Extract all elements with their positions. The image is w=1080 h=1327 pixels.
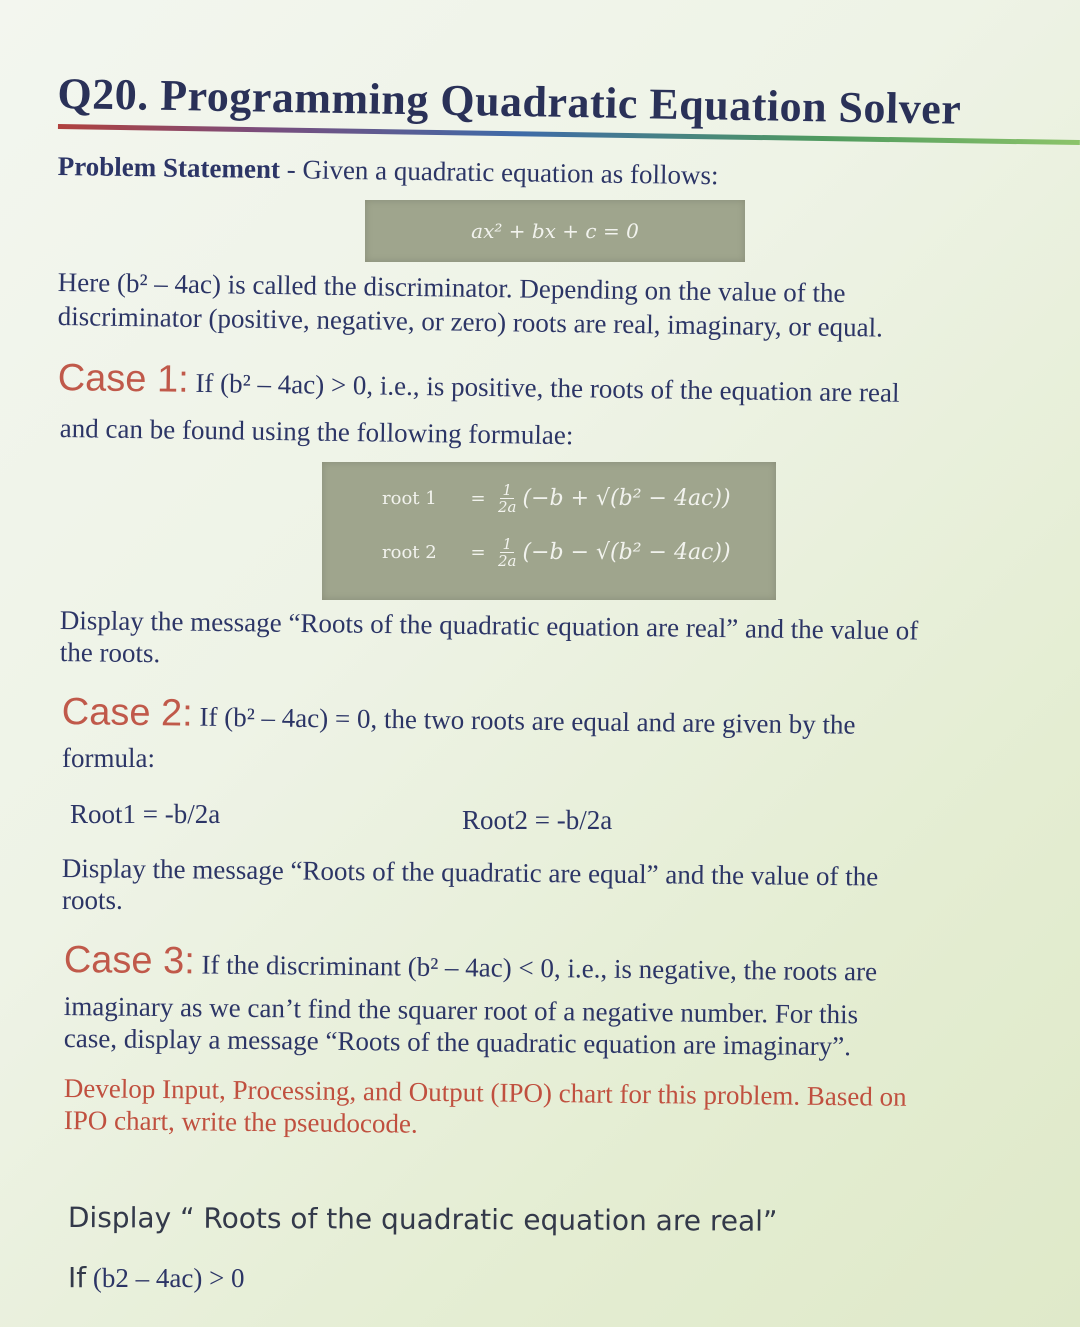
case2-heading: Case 2:	[61, 691, 194, 735]
case1-line-1	[57, 357, 900, 409]
roots-formula-box	[322, 462, 776, 600]
case3-line-3: case, display a message “Roots of the quadratic equation are imaginary”.	[63, 1022, 852, 1062]
answer-line-2	[68, 1262, 245, 1294]
quadratic-equation-box	[365, 200, 745, 262]
case2-line-2: formula:	[62, 743, 155, 773]
problem-statement	[58, 150, 719, 191]
root2-expression: (−b − √(b² − 4ac))	[522, 540, 731, 565]
case3-text-1: If the discriminant (b² – 4ac) < 0, i.e., is negative, the roots are	[201, 949, 878, 987]
root2-formula	[382, 536, 731, 569]
case2-display-line-2: roots.	[62, 885, 123, 915]
problem-statement-text: Given a quadratic equation as follows:	[302, 154, 719, 191]
case2-root1: Root1 = -b/2a	[70, 799, 221, 829]
answer-line-1: Display “ Roots of the quadratic equation are real”	[67, 1201, 778, 1238]
answer-if-keyword: If	[68, 1261, 87, 1294]
root1-fraction	[498, 482, 517, 515]
task-line-2: IPO chart, write the pseudocode.	[63, 1105, 418, 1139]
case1-display-line-2: the roots.	[59, 636, 161, 669]
root1-label: root 1	[382, 488, 437, 509]
task-line-1: Develop Input, Processing, and Output (IPO) chart for this problem. Based on	[63, 1073, 907, 1112]
root1-formula	[382, 482, 731, 515]
case3-heading: Case 3:	[63, 939, 196, 983]
case1-line-2: and can be found using the following formulae:	[59, 412, 574, 451]
page-title: Q20. Programming Quadratic Equation Solver	[57, 68, 962, 134]
case2-line-1	[61, 691, 856, 741]
root2-fraction-numerator: 1	[502, 535, 513, 553]
case2-display-line-1: Display the message “Roots of the quadratic are equal” and the value of the	[61, 852, 879, 892]
case3-line-1	[63, 939, 878, 988]
discriminator-line-2: discriminator (positive, negative, or zero) roots are real, imaginary, or equal.	[57, 300, 884, 343]
root1-fraction-numerator: 1	[502, 481, 513, 499]
case2-root2: Root2 = -b/2a	[462, 805, 613, 835]
root2-label: root 2	[382, 542, 437, 563]
answer-condition: (b2 – 4ac) > 0	[92, 1263, 245, 1293]
root1-expression: (−b + √(b² − 4ac))	[522, 486, 731, 511]
root1-equals: =	[470, 488, 486, 509]
root2-fraction	[498, 536, 517, 569]
case3-line-2: imaginary as we can’t find the squarer root of a negative number. For this	[63, 990, 859, 1030]
quadratic-equation: ax² + bx + c = 0	[471, 219, 639, 243]
root2-fraction-denominator: 2a	[498, 552, 517, 570]
case1-text-1: If (b² – 4ac) > 0, i.e., is positive, the roots of the equation are real	[195, 367, 900, 408]
case1-heading: Case 1:	[57, 357, 190, 401]
root1-fraction-denominator: 2a	[498, 498, 517, 516]
case2-text-1: If (b² – 4ac) = 0, the two roots are equal and are given by the	[199, 701, 856, 740]
root2-equals: =	[470, 542, 486, 563]
discriminator-line-1: Here (b² – 4ac) is called the discriminator. Depending on the value of the	[57, 266, 846, 308]
case1-display-line-1: Display the message “Roots of the quadratic equation are real” and the value of	[59, 604, 919, 646]
problem-statement-label: Problem Statement	[57, 150, 281, 185]
problem-statement-separator: -	[286, 154, 296, 185]
